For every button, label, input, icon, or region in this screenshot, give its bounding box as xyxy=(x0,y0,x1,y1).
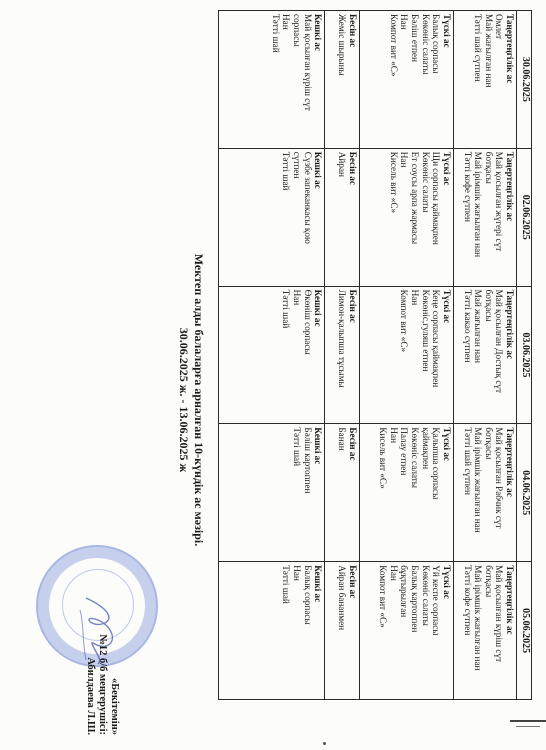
meal-cell xyxy=(359,286,453,424)
dish-item: Тәтті шай xyxy=(270,14,281,53)
dish-item: Компот вит «С» xyxy=(378,565,389,628)
dish-item: Компот вит «С» xyxy=(399,289,410,353)
dish-item: Компот вит «С» xyxy=(388,14,399,77)
dish-item: Нан xyxy=(409,289,420,306)
meal-name: Бесін ас xyxy=(347,14,358,48)
dish-item: Май қосылған күріш сүт xyxy=(302,14,313,111)
scan-edge-mark xyxy=(510,720,546,722)
meal-cell xyxy=(325,424,360,562)
dish-item: Палау етпен xyxy=(399,427,410,476)
meal-name: Түскі ас xyxy=(441,14,452,48)
meal-name: Бесін ас xyxy=(347,427,358,461)
dish-item: Көкөніс салаты xyxy=(420,151,431,213)
dish-item: Май ірімшік жағылған нан xyxy=(473,151,484,258)
meal-cell xyxy=(359,148,453,286)
meal-cell xyxy=(453,286,516,424)
meal-name: Таңертеңгілік ас xyxy=(505,289,515,360)
dish-item: Тәтті шай сүтпен xyxy=(462,427,473,495)
dish-item: Қалыпша сорпасы xyxy=(431,427,442,500)
dish-item: Тәтті шай xyxy=(281,151,292,191)
dish-item: Кеңе сорпасы қаймақпен xyxy=(431,289,442,388)
dish-item: Май қосылған Рабчик сүт xyxy=(494,427,505,529)
meal-name: Түскі ас xyxy=(441,565,452,599)
dish-item: ботқасы xyxy=(483,151,494,184)
menu-meal-row xyxy=(359,11,453,700)
meal-name: Түскі ас xyxy=(441,427,452,462)
dish-item: Тәтті шай xyxy=(281,565,292,604)
dish-item: Тәтті какао сүтпен xyxy=(462,289,473,363)
meal-cell xyxy=(325,148,360,286)
scan-speck xyxy=(323,742,326,745)
dish-item: Тәтті кофе сүтпен xyxy=(462,151,473,222)
meal-cell xyxy=(453,424,516,562)
dish-item: Щи сорпасы қаймақпен xyxy=(431,151,442,245)
dish-item: Сүзбе запеканкасы қою xyxy=(302,151,313,244)
dish-item: Ет соусы арпа жармасы xyxy=(409,151,420,245)
dish-item: сорпасы xyxy=(291,14,302,47)
dish-item: Май ірімшік жағылған нан xyxy=(473,565,484,671)
dish-item: Балық сорпасы xyxy=(431,14,442,74)
dish-item: ботқасы xyxy=(483,289,494,322)
approval-block xyxy=(84,560,120,735)
title-line: Мектеп алды балаларға арналған 10-күндік ас мәзірі. xyxy=(192,253,206,547)
dish-item: Жеміс шырыны xyxy=(337,14,348,76)
dish-item: Лимон-қалыпша тұсымы xyxy=(337,289,348,388)
meal-name: Кешкі ас xyxy=(313,427,324,465)
meal-cell xyxy=(325,11,360,149)
dish-item: Үй кеспе сорпасы xyxy=(431,565,442,636)
dish-item: Омлет xyxy=(494,14,505,40)
dish-item: сүтпен xyxy=(291,151,302,179)
dish-item: Тәтті шай xyxy=(291,427,302,467)
dish-item: Нан xyxy=(399,151,410,168)
dish-item: Кисель вит «С» xyxy=(388,151,399,214)
dish-item: Өкөніш сорпасы xyxy=(302,289,313,355)
dish-item: ботқасы xyxy=(483,427,494,460)
dish-item: ботқасы xyxy=(483,565,494,598)
dish-item: Көкөніс салаты xyxy=(409,427,420,488)
dish-item: Нан xyxy=(291,565,302,581)
meal-name: Таңертеңгілік ас xyxy=(505,151,515,222)
meal-cell xyxy=(359,424,453,562)
dish-item: Кисель вит «С» xyxy=(378,427,389,489)
meal-cell xyxy=(219,562,325,700)
dish-item: Май жағылған нан xyxy=(473,289,484,363)
menu-meal-row xyxy=(325,11,360,700)
dish-item: Тәтті кофе сүтпен xyxy=(462,565,473,636)
meal-cell xyxy=(219,11,325,149)
meal-cell xyxy=(359,562,453,700)
menu-meal-row xyxy=(219,11,325,700)
meal-name: Бесін ас xyxy=(347,289,358,323)
meal-cell xyxy=(325,562,360,700)
date-header: 05.06.2025 xyxy=(517,562,532,700)
meal-name: Кешкі ас xyxy=(313,14,324,51)
dish-item: Нан xyxy=(291,289,302,306)
meal-cell xyxy=(453,562,516,700)
meal-name: Таңертеңгілік ас xyxy=(505,14,515,84)
menu-header-row xyxy=(517,11,532,700)
dish-item: Айран xyxy=(337,151,348,177)
date-header: 04.06.2025 xyxy=(517,424,532,562)
date-header: 30.06.2025 xyxy=(517,11,532,149)
meal-name: Таңертеңгілік ас xyxy=(505,565,515,635)
dish-item: Балық сорпасы xyxy=(302,565,313,625)
document-title xyxy=(176,150,206,650)
dish-item: Бәліш етпен xyxy=(409,14,420,62)
dish-item: Тәтті шай xyxy=(281,289,292,329)
dish-item: қаймақпен xyxy=(420,427,431,470)
approval-line: «Бекітемін» xyxy=(109,677,120,735)
meal-cell xyxy=(219,286,325,424)
meal-cell xyxy=(325,286,360,424)
approval-line: Абилдаева Л.Ш. xyxy=(85,657,96,735)
menu-table xyxy=(218,10,532,700)
dish-item: Нан xyxy=(388,565,399,581)
meal-name: Түскі ас xyxy=(441,289,452,324)
meal-cell xyxy=(453,148,516,286)
dish-item: Балық картоппен xyxy=(409,565,420,633)
dish-item: Банан xyxy=(337,427,348,451)
meal-name: Кешкі ас xyxy=(313,565,324,603)
dish-item: Нан xyxy=(388,427,399,444)
dish-item: Май ірімшік жағылған нан xyxy=(473,427,484,533)
menu-meal-row xyxy=(453,11,516,700)
date-header: 03.06.2025 xyxy=(517,286,532,424)
meal-cell xyxy=(219,148,325,286)
dish-item: бұқтырылған xyxy=(399,565,410,618)
meal-name: Түскі ас xyxy=(441,151,452,186)
meal-name: Бесін ас xyxy=(347,565,358,599)
dish-item: Нан xyxy=(281,14,292,30)
meal-name: Таңертеңгілік ас xyxy=(505,427,515,497)
meal-cell xyxy=(453,11,516,149)
approval-line: №12 б/б меңгерушісі: xyxy=(97,634,108,735)
dish-item: Май қосылған күріш сүт xyxy=(494,565,505,663)
dish-item: Айран бананмен xyxy=(337,565,348,631)
dish-item: Май қосылған жүгері сүт xyxy=(494,151,505,252)
dish-item: Нан xyxy=(399,14,410,30)
scan-edge-mark xyxy=(516,726,540,727)
title-line: 30.06.2025 ж. - 13.06.2025 ж xyxy=(177,327,191,473)
dish-item: Май жағылған нан xyxy=(483,14,494,88)
dish-item: Көкөніс салаты xyxy=(420,14,431,75)
dish-item: Бәліш картоппен xyxy=(302,427,313,494)
meal-name: Кешкі ас xyxy=(313,289,324,327)
dish-item: Көкөніс,гуляш етпен xyxy=(420,289,431,372)
date-header: 02.06.2025 xyxy=(517,148,532,286)
meal-cell xyxy=(359,11,453,149)
meal-name: Кешкі ас xyxy=(313,151,324,189)
dish-item: Май қосылған Достық сүт xyxy=(494,289,505,394)
meal-cell xyxy=(219,424,325,562)
dish-item: Тәтті шай сүтпен xyxy=(473,14,484,82)
meal-name: Бесін ас xyxy=(347,151,358,185)
dish-item: Көкөніс салаты xyxy=(420,565,431,626)
